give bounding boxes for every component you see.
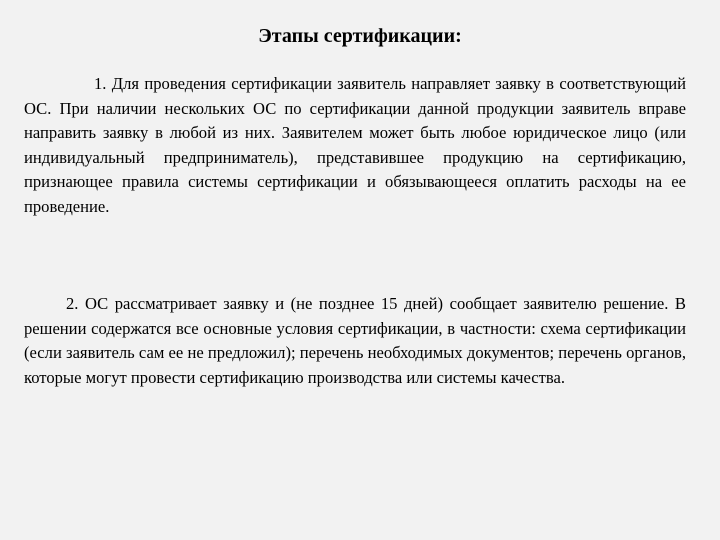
paragraph-review: 2. ОС рассматривает заявку и (не позднее 15 дней) сообщает заявителю решение. В решении содержатся все основные условия сертификации, в частности: схема сертификации (если заявитель сам ее не предложил); перечень необходимых документов; перечень органов, которые могут провести сертификацию производства или системы качества. [24,294,686,387]
slide-title: Этапы сертификации: [258,25,462,47]
paragraph-application: 1. Для проведения сертификации заявитель направляет заявку в соответствующий ОС. При наличии нескольких ОС по сертификации данной продукции заявитель вправе направить заявку в любой из них. Заявителем может быть любое юридическое лицо (или индивидуальный предприниматель), представившее продукцию на сертификацию, признающее правила системы сертификации и обязывающееся оплатить расходы на ее проведение. [24,74,686,216]
